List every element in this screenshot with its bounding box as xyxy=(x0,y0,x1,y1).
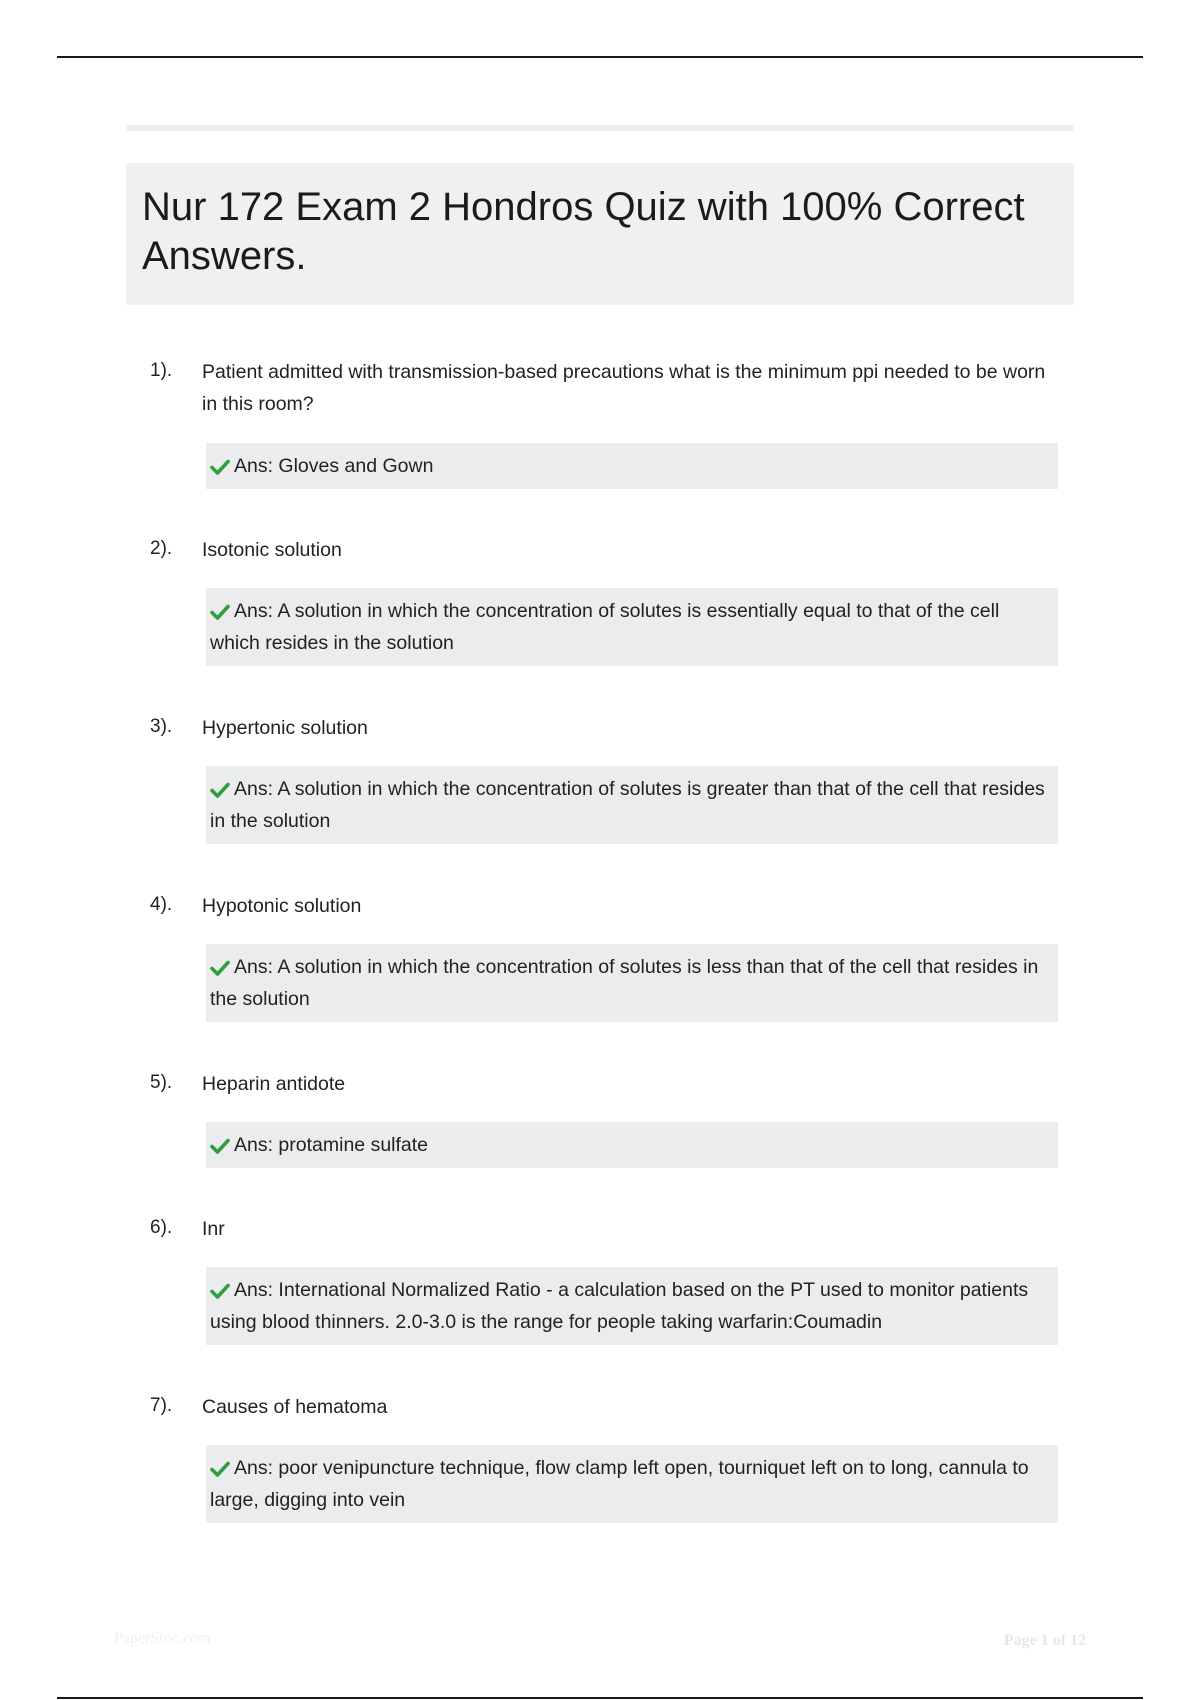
checkmark-icon xyxy=(210,459,234,475)
checkmark-icon xyxy=(210,1138,234,1154)
question-number: 6). xyxy=(150,1217,173,1238)
header-divider xyxy=(126,125,1074,131)
question-text: Causes of hematoma xyxy=(202,1396,388,1418)
question-text: Inr xyxy=(202,1218,225,1240)
question-text: Heparin antidote xyxy=(202,1073,346,1095)
bottom-rule xyxy=(57,1697,1143,1699)
top-rule xyxy=(57,56,1143,58)
answer-box xyxy=(206,944,1058,1022)
checkmark-icon xyxy=(210,782,234,798)
page-number: Page 1 of 12 xyxy=(1003,1632,1086,1649)
answer-box xyxy=(206,1122,1058,1168)
checkmark-icon xyxy=(210,604,234,620)
answer-text: Ans: International Normalized Ratio - a calculation based on the PT used to monitor patients using blood thinners. 2.0-3.0 is the range for people taking warfarin:Coumadin xyxy=(210,1279,1029,1333)
page-title: Nur 172 Exam 2 Hondros Quiz with 100% Correct Answers. xyxy=(142,185,1025,278)
answer-text: Ans: protamine sulfate xyxy=(234,1134,429,1156)
checkmark-icon xyxy=(210,960,234,976)
question-number: 1). xyxy=(150,360,173,381)
answer-box xyxy=(206,588,1058,666)
answer-box xyxy=(206,766,1058,844)
answer-text: Ans: A solution in which the concentration of solutes is essentially equal to that of the cell which resides in the solution xyxy=(210,600,1000,654)
question-text: Isotonic solution xyxy=(202,539,342,561)
question-text: Hypotonic solution xyxy=(202,895,362,917)
question-number: 7). xyxy=(150,1395,173,1416)
answer-text: Ans: Gloves and Gown xyxy=(234,455,434,477)
question-number: 2). xyxy=(150,538,173,559)
title-box xyxy=(126,163,1074,305)
answer-text: Ans: poor venipuncture technique, flow clamp left open, tourniquet left on to long, cannula to large, digging into vein xyxy=(210,1457,1029,1511)
answer-box xyxy=(206,443,1058,489)
answer-box xyxy=(206,1267,1058,1345)
checkmark-icon xyxy=(210,1461,234,1477)
question-number: 3). xyxy=(150,716,173,737)
question-number: 5). xyxy=(150,1072,173,1093)
checkmark-icon xyxy=(210,1283,234,1299)
question-text: Hypertonic solution xyxy=(202,717,368,739)
question-number: 4). xyxy=(150,894,173,915)
answer-text: Ans: A solution in which the concentration of solutes is greater than that of the cell that resides in the solution xyxy=(210,778,1045,832)
footer-watermark: PaperStoc.com xyxy=(114,1630,211,1647)
question-text: Patient admitted with transmission-based precautions what is the minimum ppi needed to be worn in this room? xyxy=(202,361,1046,415)
answer-box xyxy=(206,1445,1058,1523)
answer-text: Ans: A solution in which the concentration of solutes is less than that of the cell that resides in the solution xyxy=(210,956,1039,1010)
